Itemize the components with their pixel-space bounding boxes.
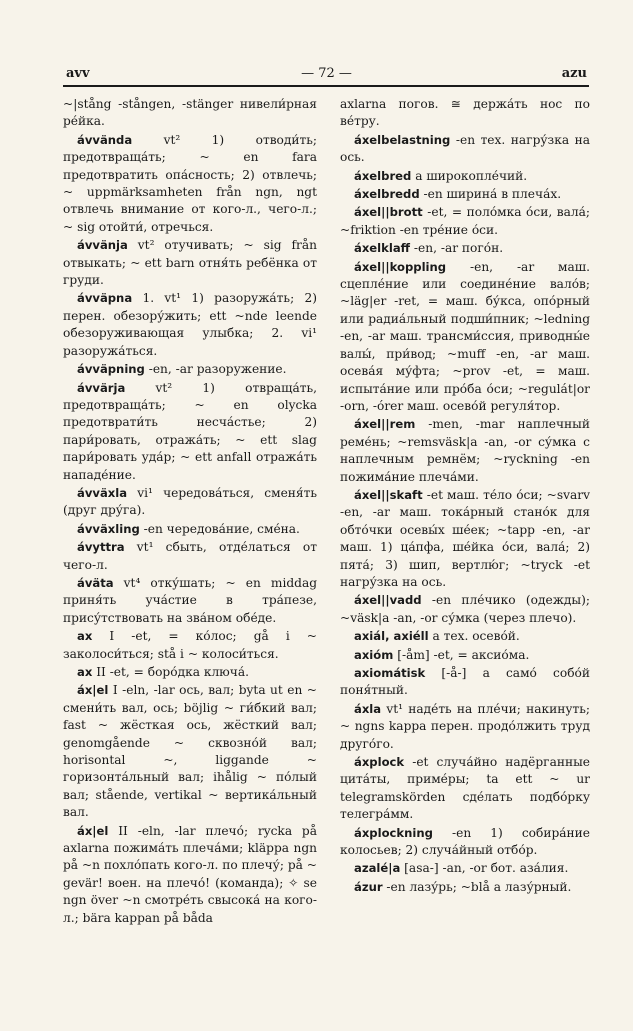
headword: axiál, axiéll (354, 629, 429, 644)
dictionary-entry (63, 361, 317, 378)
dictionary-entry (63, 575, 317, 627)
entry-definition: a широкопле́чий. (415, 168, 528, 183)
entry-definition: vt² 1) отвраща́ть, предотвраща́ть; ~ en olycka предотврати́ть несча́стье; 2) пари́ровать, отража́ть; ~ ett slag пари́ровать уда́р; ~ ett anfall отража́ть нападе́ние. (63, 380, 317, 482)
dictionary-entry (63, 485, 317, 520)
dictionary-entry (340, 628, 590, 645)
page-number: — 72 — (301, 66, 352, 81)
right-column (340, 96, 590, 926)
running-head-right: azu (561, 66, 587, 81)
dictionary-entry (340, 240, 590, 257)
headword: ávväpna (77, 291, 133, 306)
entry-definition: 1. vt¹ 1) разоружа́ть; 2) перен. обезору́жить; ett ~nde leende обезоруживающая улыбка; 2. vi¹ разоружа́ться. (63, 291, 317, 358)
running-head-left: avv (66, 66, 90, 81)
dictionary-entry (63, 823, 317, 926)
dictionary-entry (340, 647, 590, 664)
dictionary-entry (340, 754, 590, 824)
header-rule (63, 85, 589, 87)
entry-definition: vt⁴ отку́шать; ~ en middag приня́ть уча́стие в тра́пезе, прису́тствовать на зва́ном обе́де. (63, 575, 317, 625)
entry-definition: [asa-] -an, -or бот. аза́лия. (404, 861, 569, 876)
entry-definition: vi¹ чередова́ться, сменя́ть (друг дру́га). (63, 485, 317, 518)
page-header (66, 66, 587, 84)
dictionary-entry (340, 186, 590, 203)
headword: ávvänja (77, 238, 128, 253)
entry-definition: -en лазу́рь; ~blå a лазу́рный. (386, 879, 572, 894)
dictionary-entry (340, 259, 590, 416)
entry-definition: -men, -mar наплечный реме́нь; ~remsväsk|a -an, -or су́мка с наплечным ремнём; ~ryckning -en пожима́ние плеча́ми. (340, 417, 590, 484)
entry-definition: I -et, = ко́лос; gå i ~ заколоси́ться; stå i ~ колоси́ться. (63, 629, 317, 661)
entry-definition: II -eln, -lar плечо́; rycka på axlarna пожима́ть плеча́ми; kläppa ngn på ~n похло́пать кого-л. по плечу́; på ~ gevär! воен. на плечо́! (команда); ✧ se ngn över ~n смотре́ть свысока́ на кого-л.; bära kappan på båda (63, 823, 317, 925)
entry-definition: vt¹ наде́ть на пле́чи; накинуть; ~ ngns kappa перен. продо́лжить труд друго́го. (340, 701, 590, 751)
headword: áxplock (354, 755, 405, 770)
entry-definition: ~|stång -stången, -stänger нивели́рная ре́йка. (63, 97, 317, 129)
entry-definition: [-å-] a само́ собо́й поня́тный. (340, 666, 590, 698)
dictionary-entry (340, 860, 590, 877)
entry-definition: -et, = поло́мка о́си, вала́; ~friktion -en тре́ние о́си. (340, 205, 590, 237)
dictionary-entry (340, 96, 590, 131)
entry-definition: -en 1) собира́ние колосьев; 2) случа́йный отбо́р. (340, 825, 590, 858)
dictionary-entry (63, 132, 317, 236)
headword: áxelbred (354, 168, 412, 183)
entry-definition: I -eln, -lar ось, вал; byta ut en ~ смени́ть вал, ось; böjlig ~ ги́бкий вал; fast ~ жёсткая ось, жёсткий вал; genomgående ~ сквозно́й вал; horisontal ~, liggande ~ горизонта́льный вал; ihålig ~ по́лый вал; stående, vertikal ~ вертика́льный вал. (63, 683, 317, 820)
entry-definition: -en чередова́ние, сме́на. (143, 521, 300, 536)
dictionary-entry (63, 237, 317, 289)
dictionary-entry (63, 380, 317, 484)
dictionary-entry (340, 825, 590, 860)
headword: ax (77, 665, 93, 679)
headword: áxelbelastning (354, 132, 451, 147)
dictionary-entry (63, 521, 317, 538)
dictionary-entry (63, 290, 317, 360)
dictionary-entry (63, 664, 317, 681)
headword: áxel||rem (354, 417, 416, 432)
headword: ávväxling (77, 521, 140, 536)
entry-definition: -en тех. нагру́зка на ось. (340, 132, 590, 165)
headword: ax (77, 629, 93, 644)
headword: ávyttra (77, 540, 125, 555)
entry-definition: [-åm] -et, = аксио́ма. (397, 647, 530, 662)
entry-definition: -et маш. те́ло о́си; ~svarv -en, -ar маш. тока́рный стано́к для обто́чки осевы́х ше́ек; ~tapp -en, -ar маш. 1) ца́пфа, ше́йка о́си, вала́; 2) пята́; 3) шип, вертлю́г; ~tryck -et нагру́зка на ось. (340, 487, 590, 589)
headword: áxel||vadd (354, 593, 422, 608)
dictionary-entry (340, 592, 590, 627)
dictionary-entry (340, 701, 590, 753)
dictionary-entry (63, 628, 317, 663)
headword: áxelbredd (354, 187, 420, 202)
entry-definition: vt² 1) отводи́ть; предотвраща́ть; ~ en fara предотвратить опа́сность; 2) отвлечь; ~ uppmärksamheten från ngn, ngt отвлечь внимание от кого-л., чего-л.; ~ sig отойти́, отречься. (63, 132, 317, 234)
entry-definition: -en, -ar маш. сцепле́ние или соедине́ние вало́в; ~läg|er -ret, = маш. бу́кса, опо́рный или радиа́льный подши́пник; ~ledning -en, -ar маш. трансми́ссия, приводны́е валы́, при́вод; ~muff -en, -ar маш. осева́я му́фта; ~prov -et, = маш. испыта́ние или про́ба о́си; ~regulát|or -orn, -órer маш. осево́й регуля́тор. (340, 259, 590, 413)
entry-definition: vt¹ сбыть, отде́латься от чего-л. (63, 540, 317, 572)
dictionary-entry (340, 665, 590, 700)
dictionary-entry (340, 416, 590, 486)
dictionary-entry (63, 96, 317, 131)
dictionary-entry (340, 487, 590, 591)
entry-definition: -en ширина́ в плеча́х. (423, 187, 562, 202)
headword: áxel||koppling (354, 259, 447, 274)
entry-definition: -et случа́йно надёрганные цита́ты, приме́ры; ta ett ~ ur telegramskörden сде́лать подбо́рку телегра́мм. (340, 755, 590, 822)
headword: áväta (77, 575, 114, 590)
headword: ávväxla (77, 485, 128, 500)
headword: axióm (354, 647, 394, 662)
headword: áx|el (77, 683, 109, 698)
headword: ázur (354, 879, 383, 894)
headword: áxplockning (354, 825, 433, 840)
dictionary-entry (340, 132, 590, 167)
entry-definition: -en, -ar разоружение. (148, 362, 287, 377)
headword: áx|el (77, 823, 109, 838)
headword: ávväpning (77, 362, 145, 377)
headword: ávvärja (77, 380, 126, 395)
entry-definition: vt² отучивать; ~ sig från отвыкать; ~ ett barn отня́ть ребёнка от груди. (63, 238, 317, 288)
headword: axiomátisk (354, 666, 426, 680)
headword: ávvända (77, 132, 133, 147)
dictionary-entry (63, 539, 317, 574)
headword: áxla (354, 701, 382, 716)
left-column (63, 96, 317, 926)
dictionary-entry (340, 168, 590, 185)
headword: áxelklaff (354, 241, 411, 256)
headword: áxel||skaft (354, 487, 423, 502)
dictionary-entry (63, 682, 317, 821)
entry-definition: -en, -ar пого́н. (413, 241, 504, 256)
entry-definition: -en пле́чико (одежды); ~väsk|a -an, -or су́мка (через плечо). (340, 593, 590, 625)
headword: áxel||brott (354, 205, 423, 220)
entry-definition: II -et, = боро́дка ключа́. (96, 665, 249, 679)
entry-definition: a тех. осево́й. (432, 629, 520, 644)
dictionary-entry (340, 879, 590, 896)
dictionary-entry (340, 204, 590, 239)
entry-definition: axlarna погов. ≅ держа́ть нос по ве́тру. (340, 97, 590, 129)
headword: azalé|a (354, 861, 401, 876)
